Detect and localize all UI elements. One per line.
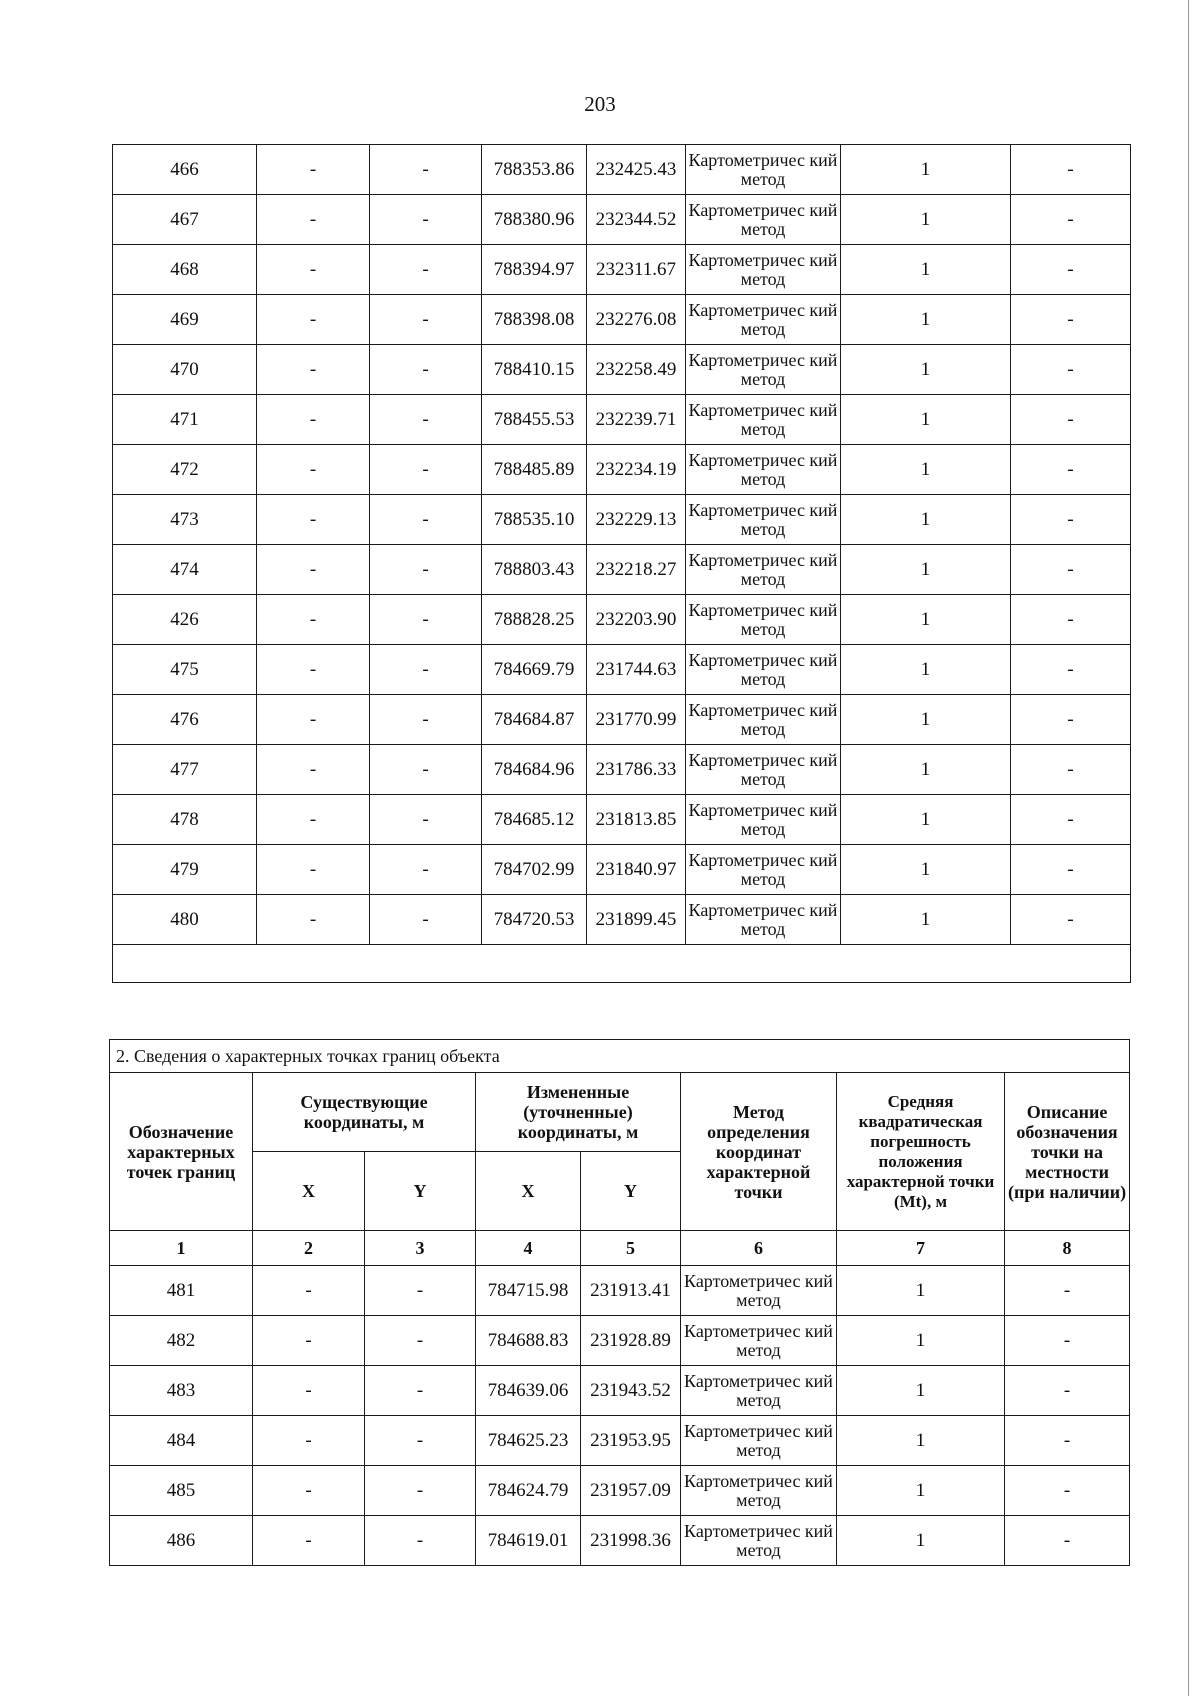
method-cell: Картометричес кий метод bbox=[681, 1466, 837, 1516]
existing-x-cell: - bbox=[257, 545, 370, 595]
changed-x-cell: 784688.83 bbox=[476, 1316, 581, 1366]
existing-x-cell: - bbox=[257, 195, 370, 245]
existing-x-cell: - bbox=[257, 245, 370, 295]
col-number: 3 bbox=[365, 1231, 476, 1266]
changed-x-cell: 788380.96 bbox=[482, 195, 587, 245]
table-row bbox=[113, 295, 1131, 345]
method-cell: Картометричес кий метод bbox=[686, 645, 841, 695]
changed-y-cell: 232239.71 bbox=[587, 395, 686, 445]
header-changed-y: Y bbox=[581, 1152, 681, 1231]
method-cell: Картометричес кий метод bbox=[681, 1366, 837, 1416]
point-number-cell: 478 bbox=[113, 795, 257, 845]
table-row bbox=[113, 795, 1131, 845]
method-cell: Картометричес кий метод bbox=[686, 595, 841, 645]
existing-y-cell: - bbox=[365, 1466, 476, 1516]
coordinates-table-continued bbox=[112, 144, 1131, 983]
existing-x-cell: - bbox=[257, 845, 370, 895]
existing-y-cell: - bbox=[370, 545, 482, 595]
point-number-cell: 482 bbox=[110, 1316, 253, 1366]
existing-y-cell: - bbox=[370, 445, 482, 495]
point-number-cell: 474 bbox=[113, 545, 257, 595]
existing-x-cell: - bbox=[257, 645, 370, 695]
table-row bbox=[110, 1366, 1130, 1416]
existing-y-cell: - bbox=[370, 195, 482, 245]
existing-x-cell: - bbox=[257, 395, 370, 445]
existing-y-cell: - bbox=[370, 695, 482, 745]
col-number: 2 bbox=[253, 1231, 365, 1266]
changed-y-cell: 231998.36 bbox=[581, 1516, 681, 1566]
changed-y-cell: 232344.52 bbox=[587, 195, 686, 245]
table-row bbox=[113, 395, 1131, 445]
accuracy-cell: 1 bbox=[841, 145, 1011, 195]
page-number: 203 bbox=[584, 92, 616, 116]
col-number: 1 bbox=[110, 1231, 253, 1266]
existing-y-cell: - bbox=[370, 295, 482, 345]
existing-y-cell: - bbox=[370, 845, 482, 895]
header-changed-coords: Измененные (уточненные) координаты, м bbox=[476, 1073, 681, 1152]
page-edge-rule bbox=[1188, 0, 1189, 1696]
method-cell: Картометричес кий метод bbox=[681, 1516, 837, 1566]
existing-y-cell: - bbox=[370, 345, 482, 395]
existing-x-cell: - bbox=[253, 1316, 365, 1366]
table-row bbox=[113, 195, 1131, 245]
method-cell: Картометричес кий метод bbox=[686, 895, 841, 945]
changed-y-cell: 231786.33 bbox=[587, 745, 686, 795]
table-row bbox=[113, 245, 1131, 295]
changed-y-cell: 231928.89 bbox=[581, 1316, 681, 1366]
description-cell: - bbox=[1011, 595, 1131, 645]
method-cell: Картометричес кий метод bbox=[686, 445, 841, 495]
header-method: Метод определения координат характерной точки bbox=[681, 1073, 837, 1231]
point-number-cell: 473 bbox=[113, 495, 257, 545]
changed-x-cell: 784619.01 bbox=[476, 1516, 581, 1566]
method-cell: Картометричес кий метод bbox=[686, 745, 841, 795]
table-row bbox=[110, 1416, 1130, 1466]
changed-y-cell: 231953.95 bbox=[581, 1416, 681, 1466]
table-title: 2. Сведения о характерных точках границ объекта bbox=[110, 1040, 1130, 1073]
changed-x-cell: 784639.06 bbox=[476, 1366, 581, 1416]
col-number: 6 bbox=[681, 1231, 837, 1266]
changed-x-cell: 788353.86 bbox=[482, 145, 587, 195]
header-designation: Обозначение характерных точек границ bbox=[110, 1073, 253, 1231]
point-number-cell: 469 bbox=[113, 295, 257, 345]
existing-y-cell: - bbox=[365, 1416, 476, 1466]
header-existing-coords: Существующие координаты, м bbox=[253, 1073, 476, 1152]
method-cell: Картометричес кий метод bbox=[686, 195, 841, 245]
table-row bbox=[113, 895, 1131, 945]
changed-x-cell: 784669.79 bbox=[482, 645, 587, 695]
existing-x-cell: - bbox=[253, 1266, 365, 1316]
table-row bbox=[110, 1316, 1130, 1366]
accuracy-cell: 1 bbox=[841, 695, 1011, 745]
changed-y-cell: 232229.13 bbox=[587, 495, 686, 545]
accuracy-cell: 1 bbox=[841, 445, 1011, 495]
changed-y-cell: 231943.52 bbox=[581, 1366, 681, 1416]
table-row bbox=[113, 345, 1131, 395]
accuracy-cell: 1 bbox=[837, 1416, 1005, 1466]
existing-x-cell: - bbox=[253, 1466, 365, 1516]
description-cell: - bbox=[1011, 245, 1131, 295]
accuracy-cell: 1 bbox=[841, 895, 1011, 945]
changed-x-cell: 784685.12 bbox=[482, 795, 587, 845]
point-number-cell: 480 bbox=[113, 895, 257, 945]
accuracy-cell: 1 bbox=[841, 645, 1011, 695]
description-cell: - bbox=[1005, 1266, 1130, 1316]
method-cell: Картометричес кий метод bbox=[686, 295, 841, 345]
header-description: Описание обозначения точки на местности (при наличии) bbox=[1005, 1073, 1130, 1231]
changed-x-cell: 788828.25 bbox=[482, 595, 587, 645]
point-number-cell: 479 bbox=[113, 845, 257, 895]
existing-y-cell: - bbox=[370, 795, 482, 845]
method-cell: Картометричес кий метод bbox=[686, 145, 841, 195]
changed-x-cell: 784702.99 bbox=[482, 845, 587, 895]
changed-x-cell: 788803.43 bbox=[482, 545, 587, 595]
accuracy-cell: 1 bbox=[837, 1316, 1005, 1366]
description-cell: - bbox=[1005, 1316, 1130, 1366]
changed-x-cell: 784715.98 bbox=[476, 1266, 581, 1316]
changed-y-cell: 232203.90 bbox=[587, 595, 686, 645]
table-row bbox=[113, 595, 1131, 645]
table-row bbox=[113, 545, 1131, 595]
changed-y-cell: 231770.99 bbox=[587, 695, 686, 745]
existing-y-cell: - bbox=[365, 1266, 476, 1316]
changed-x-cell: 788410.15 bbox=[482, 345, 587, 395]
header-existing-x: X bbox=[253, 1152, 365, 1231]
point-number-cell: 426 bbox=[113, 595, 257, 645]
changed-x-cell: 784684.96 bbox=[482, 745, 587, 795]
existing-x-cell: - bbox=[257, 345, 370, 395]
existing-y-cell: - bbox=[370, 745, 482, 795]
accuracy-cell: 1 bbox=[841, 545, 1011, 595]
existing-x-cell: - bbox=[257, 295, 370, 345]
accuracy-cell: 1 bbox=[841, 795, 1011, 845]
description-cell: - bbox=[1005, 1516, 1130, 1566]
changed-y-cell: 231840.97 bbox=[587, 845, 686, 895]
existing-x-cell: - bbox=[257, 795, 370, 845]
col-number: 5 bbox=[581, 1231, 681, 1266]
changed-x-cell: 784624.79 bbox=[476, 1466, 581, 1516]
changed-y-cell: 231913.41 bbox=[581, 1266, 681, 1316]
existing-x-cell: - bbox=[253, 1366, 365, 1416]
existing-y-cell: - bbox=[370, 895, 482, 945]
col-number: 7 bbox=[837, 1231, 1005, 1266]
changed-y-cell: 231899.45 bbox=[587, 895, 686, 945]
description-cell: - bbox=[1011, 495, 1131, 545]
existing-y-cell: - bbox=[370, 245, 482, 295]
changed-x-cell: 784684.87 bbox=[482, 695, 587, 745]
changed-x-cell: 788398.08 bbox=[482, 295, 587, 345]
accuracy-cell: 1 bbox=[841, 195, 1011, 245]
changed-x-cell: 788394.97 bbox=[482, 245, 587, 295]
point-number-cell: 471 bbox=[113, 395, 257, 445]
point-number-cell: 484 bbox=[110, 1416, 253, 1466]
point-number-cell: 466 bbox=[113, 145, 257, 195]
table-row bbox=[110, 1516, 1130, 1566]
existing-y-cell: - bbox=[365, 1366, 476, 1416]
table-row bbox=[113, 695, 1131, 745]
accuracy-cell: 1 bbox=[837, 1466, 1005, 1516]
changed-y-cell: 231744.63 bbox=[587, 645, 686, 695]
point-number-cell: 476 bbox=[113, 695, 257, 745]
changed-x-cell: 788535.10 bbox=[482, 495, 587, 545]
existing-y-cell: - bbox=[370, 495, 482, 545]
point-number-cell: 472 bbox=[113, 445, 257, 495]
existing-y-cell: - bbox=[365, 1516, 476, 1566]
table-row bbox=[110, 1466, 1130, 1516]
point-number-cell: 477 bbox=[113, 745, 257, 795]
accuracy-cell: 1 bbox=[841, 595, 1011, 645]
point-number-cell: 485 bbox=[110, 1466, 253, 1516]
method-cell: Картометричес кий метод bbox=[686, 795, 841, 845]
changed-y-cell: 231957.09 bbox=[581, 1466, 681, 1516]
description-cell: - bbox=[1011, 745, 1131, 795]
description-cell: - bbox=[1011, 895, 1131, 945]
header-changed-x: X bbox=[476, 1152, 581, 1231]
table-row bbox=[110, 1266, 1130, 1316]
point-number-cell: 468 bbox=[113, 245, 257, 295]
existing-y-cell: - bbox=[370, 595, 482, 645]
table-row bbox=[113, 745, 1131, 795]
method-cell: Картометричес кий метод bbox=[686, 245, 841, 295]
description-cell: - bbox=[1011, 295, 1131, 345]
accuracy-cell: 1 bbox=[837, 1366, 1005, 1416]
changed-x-cell: 788485.89 bbox=[482, 445, 587, 495]
method-cell: Картометричес кий метод bbox=[681, 1266, 837, 1316]
description-cell: - bbox=[1011, 445, 1131, 495]
existing-x-cell: - bbox=[257, 445, 370, 495]
description-cell: - bbox=[1011, 545, 1131, 595]
description-cell: - bbox=[1011, 195, 1131, 245]
accuracy-cell: 1 bbox=[841, 745, 1011, 795]
description-cell: - bbox=[1011, 695, 1131, 745]
changed-y-cell: 232425.43 bbox=[587, 145, 686, 195]
description-cell: - bbox=[1005, 1366, 1130, 1416]
method-cell: Картометричес кий метод bbox=[686, 845, 841, 895]
method-cell: Картометричес кий метод bbox=[686, 695, 841, 745]
header-accuracy: Средняя квадратическая погрешность положения характерной точки (Mt), м bbox=[837, 1073, 1005, 1231]
method-cell: Картометричес кий метод bbox=[681, 1316, 837, 1366]
table-row bbox=[113, 145, 1131, 195]
description-cell: - bbox=[1011, 845, 1131, 895]
table-row bbox=[113, 495, 1131, 545]
col-number: 8 bbox=[1005, 1231, 1130, 1266]
existing-x-cell: - bbox=[253, 1516, 365, 1566]
existing-y-cell: - bbox=[365, 1316, 476, 1366]
boundary-points-table bbox=[109, 1039, 1130, 1566]
changed-y-cell: 232276.08 bbox=[587, 295, 686, 345]
accuracy-cell: 1 bbox=[837, 1266, 1005, 1316]
point-number-cell: 483 bbox=[110, 1366, 253, 1416]
description-cell: - bbox=[1011, 645, 1131, 695]
method-cell: Картометричес кий метод bbox=[686, 345, 841, 395]
accuracy-cell: 1 bbox=[841, 345, 1011, 395]
existing-x-cell: - bbox=[257, 745, 370, 795]
method-cell: Картометричес кий метод bbox=[686, 495, 841, 545]
accuracy-cell: 1 bbox=[841, 245, 1011, 295]
point-number-cell: 470 bbox=[113, 345, 257, 395]
existing-x-cell: - bbox=[257, 695, 370, 745]
accuracy-cell: 1 bbox=[841, 295, 1011, 345]
existing-x-cell: - bbox=[257, 595, 370, 645]
existing-y-cell: - bbox=[370, 395, 482, 445]
method-cell: Картометричес кий метод bbox=[681, 1416, 837, 1466]
changed-y-cell: 232234.19 bbox=[587, 445, 686, 495]
accuracy-cell: 1 bbox=[841, 845, 1011, 895]
existing-y-cell: - bbox=[370, 645, 482, 695]
changed-y-cell: 232258.49 bbox=[587, 345, 686, 395]
blank-row bbox=[113, 945, 1131, 983]
col-number: 4 bbox=[476, 1231, 581, 1266]
existing-x-cell: - bbox=[257, 895, 370, 945]
changed-x-cell: 784625.23 bbox=[476, 1416, 581, 1466]
table-row bbox=[113, 845, 1131, 895]
existing-x-cell: - bbox=[253, 1416, 365, 1466]
accuracy-cell: 1 bbox=[841, 495, 1011, 545]
method-cell: Картометричес кий метод bbox=[686, 395, 841, 445]
accuracy-cell: 1 bbox=[837, 1516, 1005, 1566]
point-number-cell: 486 bbox=[110, 1516, 253, 1566]
point-number-cell: 475 bbox=[113, 645, 257, 695]
description-cell: - bbox=[1005, 1416, 1130, 1466]
description-cell: - bbox=[1011, 795, 1131, 845]
description-cell: - bbox=[1011, 395, 1131, 445]
description-cell: - bbox=[1005, 1466, 1130, 1516]
method-cell: Картометричес кий метод bbox=[686, 545, 841, 595]
point-number-cell: 467 bbox=[113, 195, 257, 245]
table-row bbox=[113, 645, 1131, 695]
changed-y-cell: 232218.27 bbox=[587, 545, 686, 595]
table-row bbox=[113, 445, 1131, 495]
changed-y-cell: 232311.67 bbox=[587, 245, 686, 295]
changed-x-cell: 784720.53 bbox=[482, 895, 587, 945]
changed-y-cell: 231813.85 bbox=[587, 795, 686, 845]
description-cell: - bbox=[1011, 345, 1131, 395]
accuracy-cell: 1 bbox=[841, 395, 1011, 445]
existing-x-cell: - bbox=[257, 145, 370, 195]
existing-x-cell: - bbox=[257, 495, 370, 545]
changed-x-cell: 788455.53 bbox=[482, 395, 587, 445]
description-cell: - bbox=[1011, 145, 1131, 195]
existing-y-cell: - bbox=[370, 145, 482, 195]
header-existing-y: Y bbox=[365, 1152, 476, 1231]
point-number-cell: 481 bbox=[110, 1266, 253, 1316]
